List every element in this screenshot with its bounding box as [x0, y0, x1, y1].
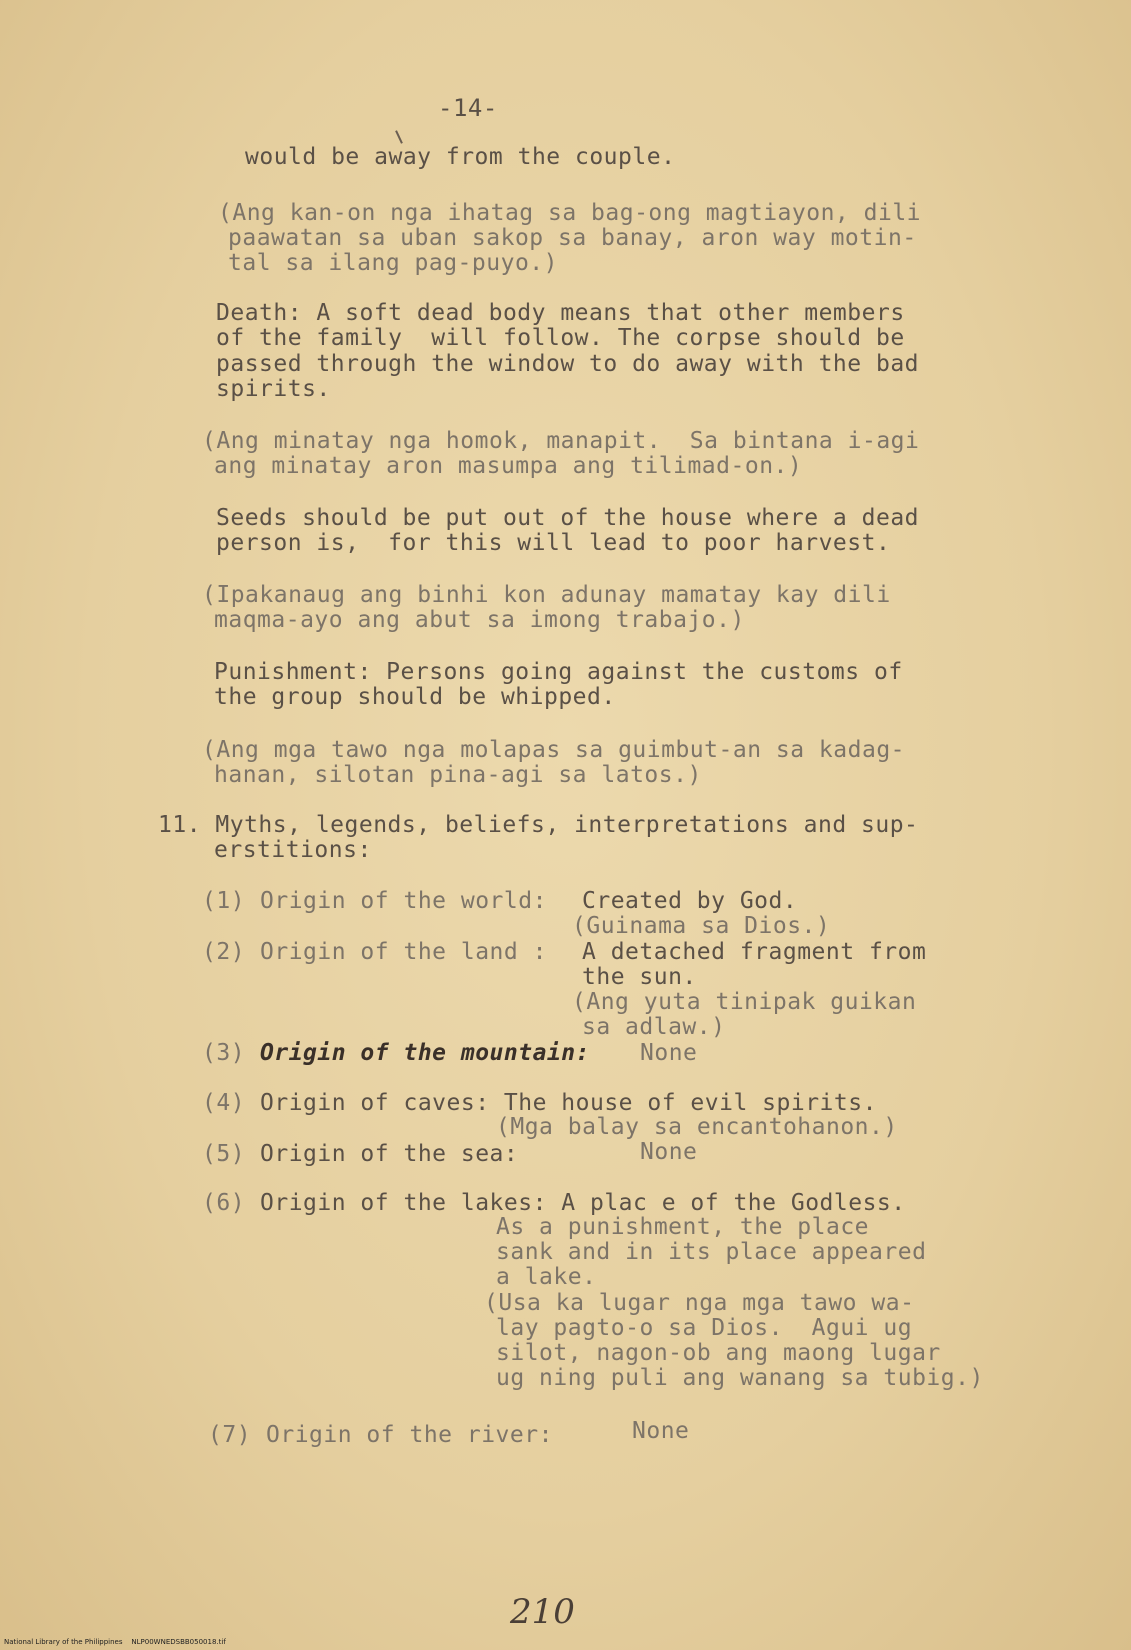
paragraph-line: (Ang minatay nga homok, manapit. Sa bintana i-agi — [202, 428, 920, 454]
section-heading: 11. Myths, legends, beliefs, interpretations and sup- — [158, 812, 919, 838]
origin-number: (6) — [202, 1190, 246, 1216]
paragraph-line: the group should be whipped. — [214, 684, 616, 710]
origin-label: Origin of caves: The house of evil spirits. — [260, 1090, 877, 1116]
origin-text: As a punishment, the place — [496, 1214, 870, 1240]
paragraph-line: Death: A soft dead body means that other members — [216, 300, 905, 326]
origin-text: Created by God. — [582, 888, 798, 914]
ink-mark — [395, 130, 403, 144]
section-heading: erstitions: — [214, 837, 372, 863]
paragraph-line: Seeds should be put out of the house where a dead — [216, 505, 920, 531]
paragraph-line: passed through the window to do away with the bad — [216, 351, 920, 377]
origin-label: Origin of the mountain: — [260, 1040, 590, 1066]
paragraph-line: tal sa ilang pag-puyo.) — [228, 250, 558, 276]
origin-number: (2) — [202, 939, 246, 965]
origin-label: Origin of the sea: — [260, 1141, 519, 1167]
origin-text: None — [640, 1139, 698, 1165]
origin-text: (Usa ka lugar nga mga tawo wa- — [484, 1290, 915, 1316]
origin-text: sank and in its place appeared — [496, 1239, 927, 1265]
paragraph-line: Punishment: Persons going against the customs of — [214, 659, 903, 685]
origin-text: lay pagto-o sa Dios. Agui ug — [496, 1315, 913, 1341]
paragraph-line: hanan, silotan pina-agi sa latos.) — [214, 762, 702, 788]
origin-text: (Ang yuta tinipak guikan — [572, 989, 917, 1015]
paragraph-line: spirits. — [216, 376, 331, 402]
origin-text: A detached fragment from — [582, 939, 927, 965]
origin-text: silot, nagon-ob ang maong lugar — [496, 1340, 941, 1366]
paragraph-line: ang minatay aron masumpa ang tilimad-on.) — [214, 453, 803, 479]
origin-text: the sun. — [582, 964, 697, 990]
origin-number: (4) — [202, 1090, 246, 1116]
paragraph-line: (Ipakanaug ang binhi kon adunay mamatay kay dili — [202, 582, 891, 608]
paragraph-line: (Ang kan-on nga ihatag sa bag-ong magtiayon, dili — [218, 200, 922, 226]
origin-number: (3) — [202, 1040, 246, 1066]
origin-number: (5) — [202, 1141, 246, 1167]
origin-text: None — [632, 1418, 690, 1444]
origin-label: Origin of the river: — [266, 1422, 553, 1448]
origin-text: (Mga balay sa encantohanon.) — [496, 1114, 898, 1140]
origin-text: None — [640, 1040, 698, 1066]
footer-caption: National Library of the Philippines NLP00WNEDSBB050018.tif — [4, 1638, 226, 1646]
origin-text: a lake. — [496, 1264, 597, 1290]
origin-text: sa adlaw.) — [582, 1014, 726, 1040]
origin-label: Origin of the land : — [260, 939, 547, 965]
paragraph-line: would be away from the couple. — [245, 144, 676, 170]
origin-text: (Guinama sa Dios.) — [572, 913, 831, 939]
origin-label: Origin of the world: — [260, 888, 547, 914]
paragraph-line: paawatan sa uban sakop sa banay, aron way motin- — [228, 225, 917, 251]
folio-number: 210 — [510, 1592, 575, 1632]
origin-text: ug ning puli ang wanang sa tubig.) — [496, 1365, 984, 1391]
paragraph-line: person is, for this will lead to poor harvest. — [216, 530, 891, 556]
paragraph-line: of the family will follow. The corpse should be — [216, 325, 905, 351]
paragraph-line: maqma-ayo ang abut sa imong trabajo.) — [214, 607, 745, 633]
page-number: -14- — [438, 94, 498, 122]
paragraph-line: (Ang mga tawo nga molapas sa guimbut-an sa kadag- — [202, 737, 906, 763]
origin-label: Origin of the lakes: A plac e of the Godless. — [260, 1190, 906, 1216]
origin-number: (1) — [202, 888, 246, 914]
origin-number: (7) — [208, 1422, 252, 1448]
